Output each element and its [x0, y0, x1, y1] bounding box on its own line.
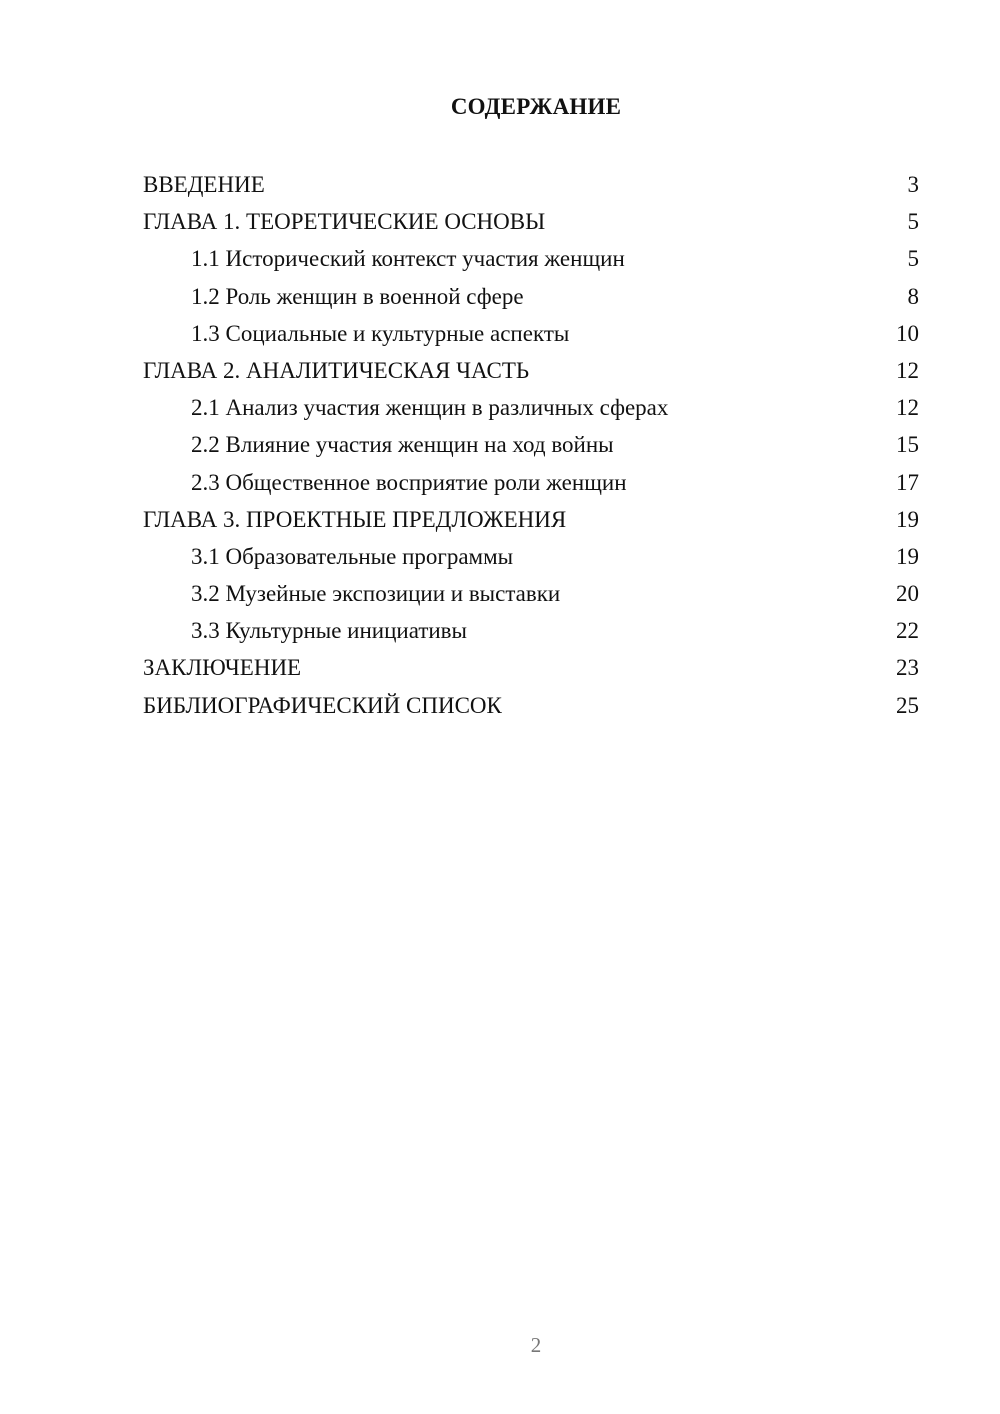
- toc-item-chapter-3: [143, 501, 919, 538]
- page-number: 2: [530, 1333, 542, 1357]
- toc-item-page: 10: [896, 320, 919, 346]
- toc-item-label: ГЛАВА 2. АНАЛИТИЧЕСКАЯ ЧАСТЬ: [143, 357, 530, 383]
- toc-item-label: 2.2 Влияние участия женщин на ход войны: [191, 432, 614, 458]
- toc-item-label: ГЛАВА 3. ПРОЕКТНЫЕ ПРЕДЛОЖЕНИЯ: [143, 506, 567, 532]
- toc-item-page: 5: [907, 209, 919, 235]
- toc-item-label: 2.1 Анализ участия женщин в различных сферах: [191, 395, 669, 421]
- toc-item-conclusion: [143, 649, 919, 686]
- toc-item-label: 1.2 Роль женщин в военной сфере: [191, 283, 524, 309]
- toc-item-page: 22: [896, 618, 919, 644]
- table-of-contents: [143, 166, 919, 724]
- toc-item-page: 19: [896, 543, 919, 569]
- toc-item-section-1-2: [143, 278, 919, 315]
- toc-item-section-1-3: [143, 315, 919, 352]
- toc-item-label: 3.3 Культурные инициативы: [191, 618, 467, 644]
- toc-item-chapter-1: [143, 203, 919, 240]
- toc-item-page: 12: [896, 357, 919, 383]
- toc-item-page: 19: [896, 506, 919, 532]
- toc-item-section-2-3: [143, 464, 919, 501]
- toc-item-page: 5: [907, 246, 919, 272]
- toc-item-page: 25: [896, 692, 919, 718]
- toc-item-page: 3: [907, 172, 919, 197]
- toc-item-section-3-1: [143, 538, 919, 575]
- toc-item-label: ВВЕДЕНИЕ: [143, 172, 265, 197]
- toc-item-label: ЗАКЛЮЧЕНИЕ: [143, 655, 302, 681]
- toc-item-section-3-2: [143, 575, 919, 612]
- toc-item-introduction: [143, 166, 919, 203]
- toc-item-section-1-1: [143, 240, 919, 277]
- toc-item-chapter-2: [143, 352, 919, 389]
- toc-item-label: ГЛАВА 1. ТЕОРЕТИЧЕСКИЕ ОСНОВЫ: [143, 209, 546, 235]
- toc-item-label: 3.2 Музейные экспозиции и выставки: [191, 581, 561, 607]
- toc-item-label: 3.1 Образовательные программы: [191, 543, 514, 569]
- toc-item-page: 12: [896, 395, 919, 421]
- toc-item-section-2-1: [143, 389, 919, 426]
- toc-item-section-3-3: [143, 612, 919, 649]
- toc-item-page: 17: [896, 469, 919, 495]
- toc-item-label: 2.3 Общественное восприятие роли женщин: [191, 469, 627, 495]
- toc-item-bibliography: [143, 687, 919, 724]
- toc-title: СОДЕРЖАНИЕ: [450, 94, 622, 119]
- toc-item-page: 15: [896, 432, 919, 458]
- toc-item-label: 1.1 Исторический контекст участия женщин: [191, 246, 625, 272]
- toc-item-label: БИБЛИОГРАФИЧЕСКИЙ СПИСОК: [143, 692, 502, 718]
- toc-item-label: 1.3 Социальные и культурные аспекты: [191, 320, 570, 346]
- toc-item-page: 20: [896, 581, 919, 607]
- toc-item-section-2-2: [143, 426, 919, 463]
- toc-item-page: 8: [907, 283, 919, 309]
- toc-item-page: 23: [896, 655, 919, 681]
